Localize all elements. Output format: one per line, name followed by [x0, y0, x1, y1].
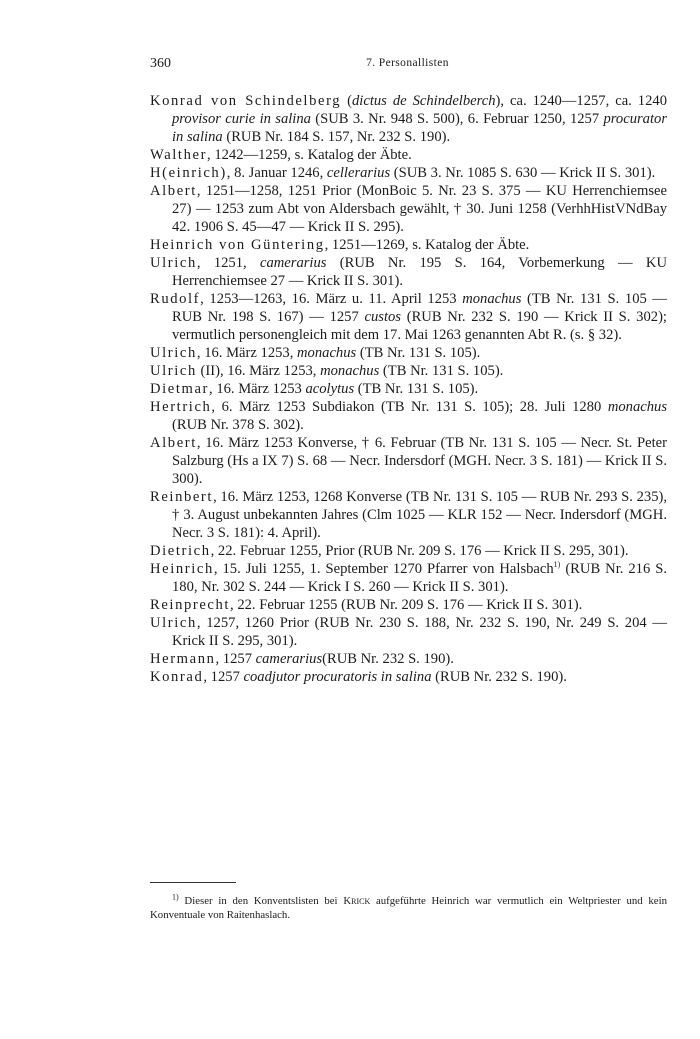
list-item: [150, 92, 667, 146]
entry-text: , 1242—1259, s. Katalog der Äbte.: [207, 147, 412, 163]
entry-text: , 6. März 1253 Subdiakon (TB Nr. 131 S. 105); 28. Juli 1280: [211, 399, 608, 415]
entry-text: (TB Nr. 131 S. 105).: [379, 363, 504, 379]
entry-text: (SUB 3. Nr. 1085 S. 630 — Krick II S. 301).: [390, 165, 656, 181]
entry-text: (RUB Nr. 378 S. 302).: [172, 417, 304, 433]
person-name: Albert: [150, 435, 197, 451]
entry-text: (RUB Nr. 232 S. 190 — Krick II S. 302); vermutlich personengleich mit dem 17. Mai 1263 genannten Abt R. (s. § 32).: [172, 309, 667, 343]
list-item: [150, 146, 667, 164]
entry-text: (SUB 3. Nr. 948 S. 500), 6. Februar 1250, 1257: [310, 111, 604, 127]
entry-text: , 16. März 1253 Konverse, † 6. Februar (TB Nr. 131 S. 105 — Necr. St. Peter Salzburg (Hs a IX 7) S. 68 — Necr. Indersdorf (MGH. Necr. 3 S. 181) — Krick II S. 300).: [172, 435, 667, 487]
list-item: [150, 650, 667, 668]
entry-text: (TB Nr. 131 S. 105).: [356, 345, 481, 361]
person-name: Heinrich von Güntering: [150, 237, 325, 253]
person-name: Dietmar: [150, 381, 210, 397]
list-item: [150, 398, 667, 434]
footnote: [150, 894, 667, 922]
list-item: [150, 560, 667, 596]
latin-term: coadjutor procuratoris in salina: [243, 669, 432, 685]
footnote-marker: 1): [172, 892, 179, 902]
person-name: Ulrich: [150, 255, 197, 271]
latin-term: dictus de Schindelberch: [352, 93, 496, 109]
running-title: 7. Personallisten: [366, 57, 449, 69]
footnote-author: Krick: [343, 895, 371, 907]
person-name: Hertrich: [150, 399, 212, 415]
list-item: [150, 380, 667, 398]
entry-text: , 1257: [215, 651, 256, 667]
person-name: Reinbert: [150, 489, 214, 505]
list-item: [150, 254, 667, 290]
latin-term: procurator in salina: [172, 111, 667, 145]
page-number: 360: [150, 56, 171, 71]
entry-text: , 16. März 1253, 1268 Konverse (TB Nr. 131 S. 105 — RUB Nr. 293 S. 235), † 3. August unbekannten Jahres (Clm 1025 — KLR 152 — Necr. Indersdorf (MGH. Necr. 3 S. 181): 4. April).: [172, 489, 667, 541]
latin-term: custos: [364, 309, 401, 325]
footnote-text-before: Dieser in den Konventslisten bei: [178, 895, 344, 907]
entry-text: , 8. Januar 1246,: [226, 165, 327, 181]
person-name: Rudolf: [150, 291, 201, 307]
person-name: H(einrich): [150, 165, 227, 181]
entry-text: (RUB Nr. 195 S. 164, Vorbemerkung — KU Herrenchiemsee 27 — Krick II S. 301).: [172, 255, 667, 289]
entry-text: (: [341, 93, 352, 109]
list-item: [150, 344, 667, 362]
person-name: Heinrich: [150, 561, 214, 577]
person-name: Dietrich: [150, 543, 211, 559]
list-item: [150, 236, 667, 254]
list-item: [150, 542, 667, 560]
entry-text: (TB Nr. 131 S. 105).: [354, 381, 479, 397]
entry-text: (RUB Nr. 232 S. 190).: [431, 669, 567, 685]
list-item: [150, 362, 667, 380]
latin-term: provisor curie in salina: [172, 111, 311, 127]
entry-text: (II), 16. März 1253,: [196, 363, 321, 379]
list-item: [150, 668, 667, 686]
entry-text: , 1257: [203, 669, 244, 685]
latin-term: acolytus: [305, 381, 355, 397]
list-item: [150, 290, 667, 344]
latin-term: camerarius: [259, 255, 327, 271]
list-item: [150, 182, 667, 236]
list-item: [150, 164, 667, 182]
list-item: [150, 488, 667, 542]
entry-text: , 22. Februar 1255, Prior (RUB Nr. 209 S. 176 — Krick II S. 295, 301).: [210, 543, 629, 559]
entry-text: (RUB Nr. 232 S. 190).: [322, 651, 454, 667]
person-name: Konrad von Schindelberg: [150, 93, 342, 109]
entry-text: , 1251—1269, s. Katalog der Äbte.: [324, 237, 530, 253]
entry-text: , 1251,: [196, 255, 260, 271]
entry-text: , 22. Februar 1255 (RUB Nr. 209 S. 176 — Krick II S. 301).: [230, 597, 583, 613]
entry-text: (RUB Nr. 216 S. 180, Nr. 302 S. 244 — Krick I S. 260 — Krick II S. 301).: [172, 561, 667, 595]
footnote-text-after: aufgeführte Heinrich war vermutlich ein Weltpriester und kein Konventuale von Raitenhaslach.: [150, 895, 667, 921]
list-item: [150, 434, 667, 488]
person-name: Ulrich: [150, 615, 197, 631]
latin-term: cellerarius: [326, 165, 391, 181]
entry-text: , 1257, 1260 Prior (RUB Nr. 230 S. 188, Nr. 232 S. 190, Nr. 249 S. 204 — Krick II S. 295, 301).: [172, 615, 667, 649]
latin-term: camerarius: [255, 651, 323, 667]
footnote-ref: 1): [553, 560, 561, 570]
latin-term: monachus: [297, 345, 357, 361]
person-name: Hermann: [150, 651, 216, 667]
entry-text: , 15. Juli 1255, 1. September 1270 Pfarrer von Halsbach: [213, 561, 554, 577]
latin-term: monachus: [462, 291, 522, 307]
person-name: Ulrich: [150, 345, 197, 361]
entry-text: ), ca. 1240—1257, ca. 1240: [495, 93, 667, 109]
page-header: [150, 56, 665, 74]
person-name: Ulrich: [150, 363, 197, 379]
person-name: Albert: [150, 183, 197, 199]
list-item: [150, 614, 667, 650]
person-name: Konrad: [150, 669, 204, 685]
list-item: [150, 596, 667, 614]
latin-term: monachus: [320, 363, 380, 379]
latin-term: monachus: [607, 399, 667, 415]
entry-text: , 1251—1258, 1251 Prior (MonBoic 5. Nr. 23 S. 375 — KU Herrenchiemsee 27) — 1253 zum Abt von Aldersbach gewählt, † 30. Juni 1258 (VerhhHistVNdBay 42. 1906 S. 45—47 — Krick II S. 295).: [172, 183, 667, 235]
entry-text: , 1253—1263, 16. März u. 11. April 1253: [200, 291, 463, 307]
entry-text: (TB Nr. 131 S. 105 — RUB Nr. 198 S. 167) — 1257: [172, 291, 667, 325]
entry-text: (RUB Nr. 184 S. 157, Nr. 232 S. 190).: [222, 129, 451, 145]
entry-text: , 16. März 1253,: [196, 345, 298, 361]
footnote-rule: [150, 882, 236, 883]
person-name: Reinprecht: [150, 597, 231, 613]
person-name: Walther: [150, 147, 208, 163]
entry-text: , 16. März 1253: [209, 381, 306, 397]
personnel-list: [150, 92, 667, 686]
